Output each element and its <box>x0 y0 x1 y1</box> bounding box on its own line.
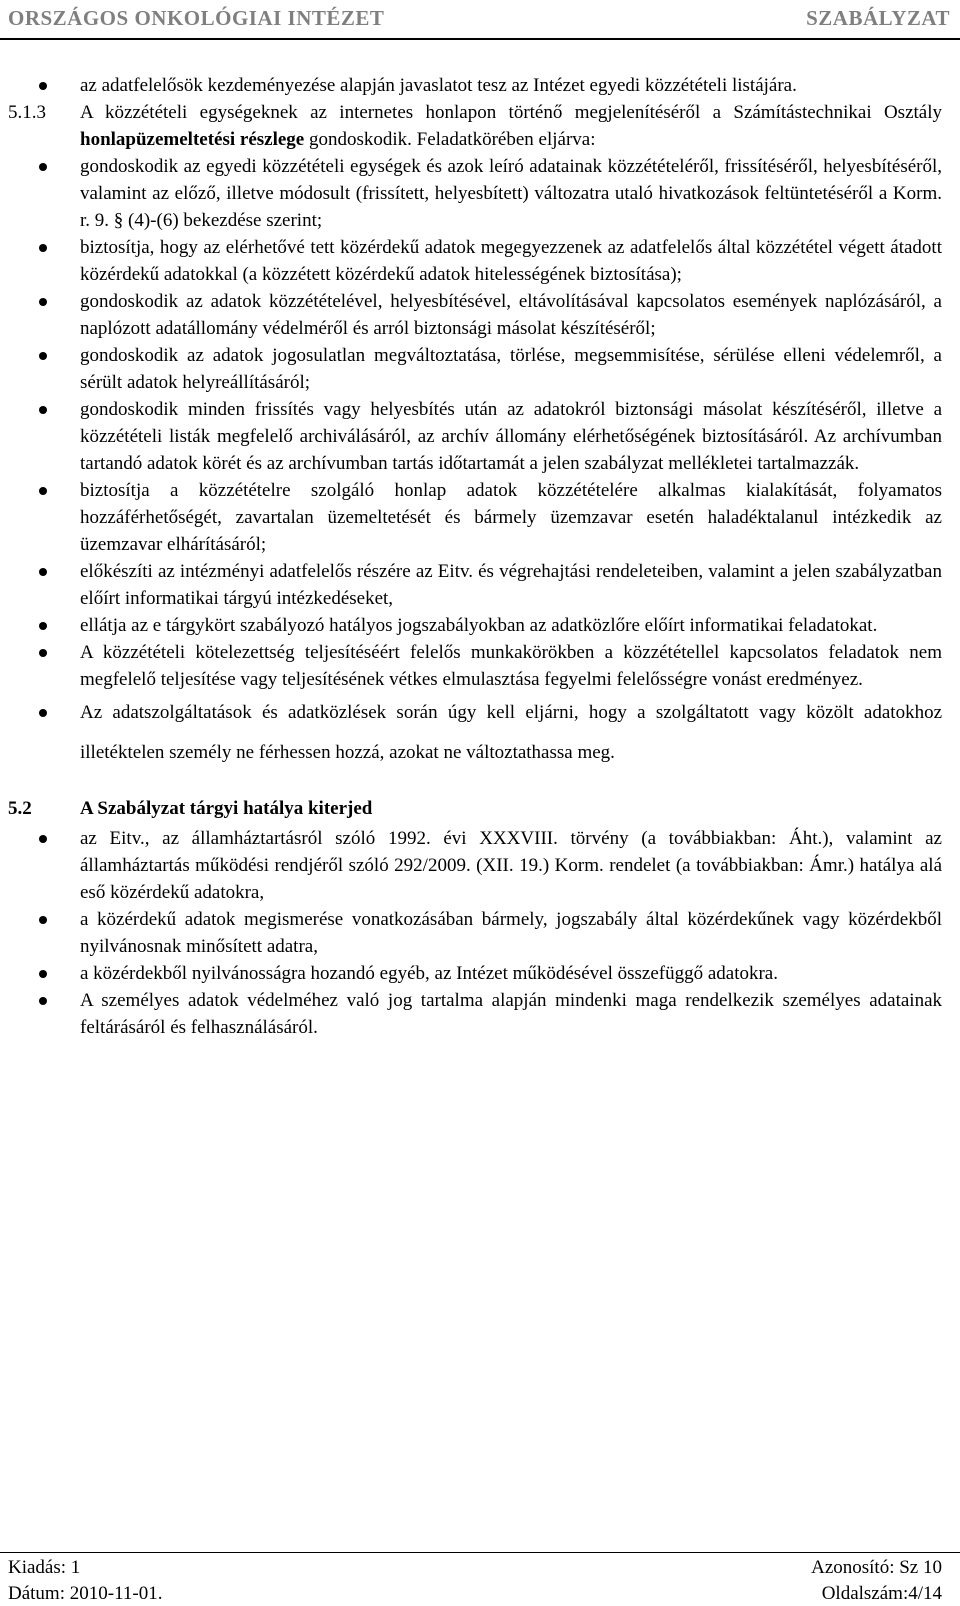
page-number-label: Oldalszám:4/14 <box>821 1583 942 1604</box>
list-item-text: biztosítja, hogy az elérhetővé tett közérdekű adatok megegyezzenek az adatfelelős által közzététel végett átadott közérdekű adatokkal (a közzétett közérdekű adatok hitelességének biztosítása); <box>80 237 942 285</box>
section-title: A Szabályzat tárgyi hatálya kiterjed <box>80 798 373 819</box>
list-item <box>0 639 960 693</box>
bullet-icon <box>39 916 47 924</box>
list-item-text: A közzétételi kötelezettség teljesítéséért felelős munkakörökben a közzététellel kapcsolatos feladatok nem megfelelő teljesítése vagy teljesítésének vétkes elmulasztása fegyelmi felelősségre vonást eredményez. <box>80 642 942 690</box>
list-item <box>0 288 960 342</box>
footer-divider <box>0 1552 960 1553</box>
page-header <box>0 0 960 40</box>
section-text-part: A közzétételi egységeknek az internetes honlapon történő megjelenítéséről a Számítástechnikai Osztály <box>80 102 942 123</box>
list-item <box>0 234 960 288</box>
section-text-part: gondoskodik. Feladatkörében eljárva: <box>304 129 596 150</box>
list-item-text: ellátja az e tárgykört szabályozó hatályos jogszabályokban az adatközlőre előírt informatikai feladatokat. <box>80 615 878 636</box>
page-footer <box>0 1554 960 1604</box>
list-item <box>0 693 960 773</box>
list-item <box>0 906 960 960</box>
list-item <box>0 612 960 639</box>
section-number: 5.2 <box>8 798 32 819</box>
bullet-icon <box>39 82 47 90</box>
list-item-text: a közérdekből nyilvánosságra hozandó egyéb, az Intézet működésével összefüggő adatokra. <box>80 963 778 984</box>
list-item <box>0 72 960 99</box>
list-item-text: gondoskodik az adatok jogosulatlan megváltoztatása, törlése, megsemmisítése, sérülése elleni védelemről, a sérült adatok helyreállításáról; <box>80 345 942 393</box>
list-item <box>0 396 960 477</box>
section-text-bold: honlapüzemeltetési részlege <box>80 129 305 150</box>
list-item-text: Az adatszolgáltatások és adatközlések során úgy kell eljárni, hogy a szolgáltatott vagy közölt adatokhoz illetéktelen személy ne férhessen hozzá, azokat ne változtathassa meg. <box>80 702 942 763</box>
section-5-1-3 <box>0 99 960 153</box>
list-item <box>0 987 960 1041</box>
edition-label: Kiadás: 1 <box>8 1557 81 1578</box>
list-item-text: biztosítja a közzétételre szolgáló honlap adatok közzétételére alkalmas kialakítását, folyamatos hozzáférhetőségét, zavartalan üzemeltetését és bármely üzemzavar esetén haladéktalanul intézkedik az üzemzavar elhárításáról; <box>80 480 942 555</box>
list-item <box>0 558 960 612</box>
list-item <box>0 477 960 558</box>
bullet-icon <box>39 649 47 657</box>
list-item-text: előkészíti az intézményi adatfelelős részére az Eitv. és végrehajtási rendeleteiben, valamint a jelen szabályzatban előírt informatikai tárgyú intézkedéseket, <box>80 561 942 609</box>
bullet-icon <box>39 709 47 717</box>
identifier-label: Azonosító: Sz 10 <box>811 1557 942 1578</box>
header-divider <box>0 38 960 40</box>
list-item-text: gondoskodik az adatok közzétételével, helyesbítésével, eltávolításával kapcsolatos események naplózásáról, a naplózott adatállomány védelméről és arról biztonsági másolat készítéséről; <box>80 291 942 339</box>
list-item-text: az Eitv., az államháztartásról szóló 1992. évi XXXVIII. törvény (a továbbiakban: Áht.), valamint az államháztartás működési rendjéről szóló 292/2009. (XII. 19.) Korm. rendelet (a továbbiakban: Ámr.) hatálya alá eső közérdekű adatokra, <box>80 828 942 903</box>
list-item <box>0 960 960 987</box>
list-item-text: az adatfelelősök kezdeményezése alapján javaslatot tesz az Intézet egyedi közzétételi listájára. <box>80 75 797 96</box>
list-item-text: a közérdekű adatok megismerése vonatkozásában bármely, jogszabály által közérdekűnek vagy közérdekből nyilvánosnak minősített adatra, <box>80 909 942 957</box>
bullet-icon <box>39 406 47 414</box>
section-number: 5.1.3 <box>8 102 46 123</box>
bullet-icon <box>39 244 47 252</box>
bullet-icon <box>39 487 47 495</box>
list-item-text: gondoskodik az egyedi közzétételi egységek és azok leíró adatainak közzétételéről, frissítéséről, helyesbítéséről, valamint az előző, illetve módosult (frissített, helyesbített) változatra utaló hivatkozások feltüntetéséről a Korm. r. 9. § (4)-(6) bekezdése szerint; <box>80 156 942 231</box>
document-type: SZABÁLYZAT <box>806 6 950 30</box>
bullet-icon <box>39 298 47 306</box>
bullet-icon <box>39 970 47 978</box>
bullet-icon <box>39 622 47 630</box>
bullet-icon <box>39 997 47 1005</box>
date-label: Dátum: 2010-11-01. <box>8 1583 163 1604</box>
list-item <box>0 825 960 906</box>
list-item-text: A személyes adatok védelméhez való jog tartalma alapján mindenki maga rendelkezik személyes adatainak feltárásáról és felhasználásáról. <box>80 990 942 1038</box>
bullet-icon <box>39 835 47 843</box>
institute-name: ORSZÁGOS ONKOLÓGIAI INTÉZET <box>8 6 385 30</box>
list-item <box>0 342 960 396</box>
list-item-text: gondoskodik minden frissítés vagy helyesbítés után az adatokról biztonsági másolat készítéséről, illetve a közzétételi listák megfelelő archiválásáról, az archív állomány elérhetőségének biztosításáról. Az archívumban tartandó adatok körét és az archívumban tartás időtartamát a jelen szabályzat mellékletei tartalmazzák. <box>80 399 942 474</box>
bullet-icon <box>39 568 47 576</box>
list-item <box>0 153 960 234</box>
document-body <box>0 72 960 1041</box>
section-5-2-heading <box>0 795 960 825</box>
bullet-icon <box>39 352 47 360</box>
bullet-icon <box>39 163 47 171</box>
